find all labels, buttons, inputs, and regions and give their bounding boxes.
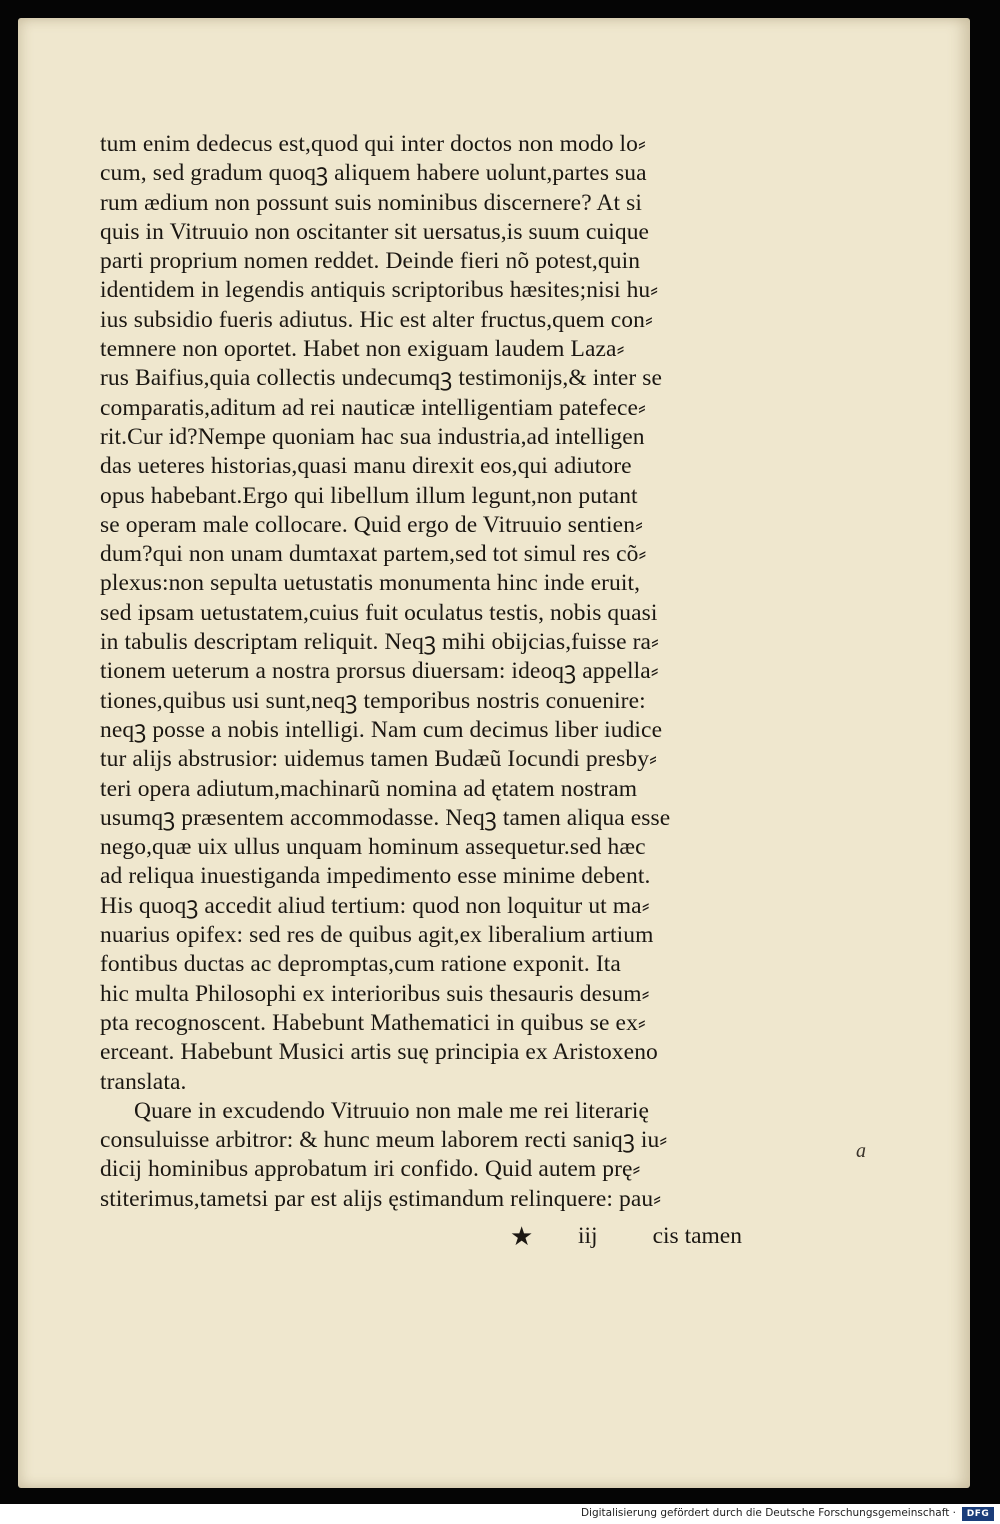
text-line: rit.Cur id?Nempe quoniam hac sua industria,ad intelligen xyxy=(100,423,645,450)
margin-annotation: a xyxy=(856,1140,866,1162)
text-line: teri opera adiutum,machinarũ nomina ad ętatem nostram xyxy=(100,775,638,802)
text-line: temnere non oportet. Habet non exiguam laudem Laza⸗ xyxy=(100,336,625,363)
text-line: plexus:non sepulta uetustatis monumenta hinc inde eruit, xyxy=(100,570,641,597)
body-text xyxy=(100,130,760,1214)
text-line: identidem in legendis antiquis scriptoribus hæsites;nisi hu⸗ xyxy=(100,277,659,304)
text-line: dum?qui non unam dumtaxat partem,sed tot simul res cõ⸗ xyxy=(100,541,647,568)
text-line: das ueteres historias,quasi manu direxit eos,qui adiutore xyxy=(100,453,632,480)
text-line: opus habebant.Ergo qui libellum illum legunt,non putant xyxy=(100,482,638,509)
dfg-logo-icon: DFG xyxy=(962,1507,994,1521)
catchword: cis tamen xyxy=(652,1223,742,1249)
text-line: usumqꝫ præsentem accommodasse. Neqꝫ tamen aliqua esse xyxy=(100,804,671,831)
catchline xyxy=(100,1222,742,1252)
footer-bar xyxy=(0,1504,1000,1524)
text-line: nuarius opifex: sed res de quibus agit,ex liberalium artium xyxy=(100,922,654,949)
funding-credit: Digitalisierung gefördert durch die Deutsche Forschungsgemeinschaft · xyxy=(580,1507,956,1519)
text-line: in tabulis descriptam reliquit. Neqꝫ mihi obĳcias,fuisse ra⸗ xyxy=(100,629,659,656)
text-line: erceant. Habebunt Musici artis suę principia ex Aristoxeno xyxy=(100,1039,658,1066)
text-line: ius subsidio fueris adiutus. Hic est alter fructus,quem con⸗ xyxy=(100,306,653,333)
text-line: tiones,quibus usi sunt,neqꝫ temporibus nostris conuenire: xyxy=(100,687,646,714)
text-line: consuluisse arbitror: & hunc meum laborem recti saniqꝫ iu⸗ xyxy=(100,1127,668,1154)
signature-mark: iij xyxy=(578,1223,598,1249)
text-line: tionem ueterum a nostra prorsus diuersam: ideoqꝫ appella⸗ xyxy=(100,658,659,685)
text-line: pta recognoscent. Habebunt Mathematici in quibus se ex⸗ xyxy=(100,1009,646,1036)
text-line: tur alĳs abstrusior: uidemus tamen Budæũ Iocundi presby⸗ xyxy=(100,746,658,773)
text-line: dicĳ hominibus approbatum iri confido. Quid autem prę⸗ xyxy=(100,1156,641,1183)
text-line: His quoqꝫ accedit aliud tertium: quod non loquitur ut ma⸗ xyxy=(100,892,650,919)
text-line: translata. xyxy=(100,1068,187,1095)
text-line: stiterimus,tametsi par est alĳs ęstimandum relinquere: pau⸗ xyxy=(100,1185,662,1212)
text-line: fontibus ductas ac depromptas,cum ratione exponit. Ita xyxy=(100,951,621,978)
text-line: hic multa Philosophi ex interioribus suis thesauris desum⸗ xyxy=(100,980,650,1007)
text-line: rus Baifius,quia collectis undecumqꝫ testimonĳs,& inter se xyxy=(100,365,663,392)
text-line: ad reliqua inuestiganda impedimento esse minime debent. xyxy=(100,863,651,890)
text-line: neqꝫ posse a nobis intelligi. Nam cum decimus liber iudice xyxy=(100,716,663,743)
text-line: quis in Vitruuio non oscitanter sit uersatus,is suum cuique xyxy=(100,218,650,245)
text-line: nego,quæ uix ullus unquam hominum assequetur.sed hæc xyxy=(100,834,646,861)
star-icon: ★ xyxy=(510,1222,534,1251)
paragraph-first-line: Quare in excudendo Vitruuio non male me rei literarię xyxy=(134,1097,650,1124)
text-line: tum enim dedecus est,quod qui inter doctos non modo lo⸗ xyxy=(100,131,646,157)
text-line: comparatis,aditum ad rei nauticæ intelligentiam patefece⸗ xyxy=(100,394,646,421)
text-line: rum ædium non possunt suis nominibus discernere? At si xyxy=(100,189,642,216)
text-line: cum, sed gradum quoqꝫ aliquem habere uolunt,partes sua xyxy=(100,160,647,187)
text-line: parti proprium nomen reddet. Deinde fieri nõ potest,quin xyxy=(100,248,641,275)
text-line: sed ipsam uetustatem,cuius fuit oculatus testis, nobis quasi xyxy=(100,599,658,626)
book-page xyxy=(18,18,970,1488)
text-line: se operam male collocare. Quid ergo de Vitruuio sentien⸗ xyxy=(100,511,643,538)
